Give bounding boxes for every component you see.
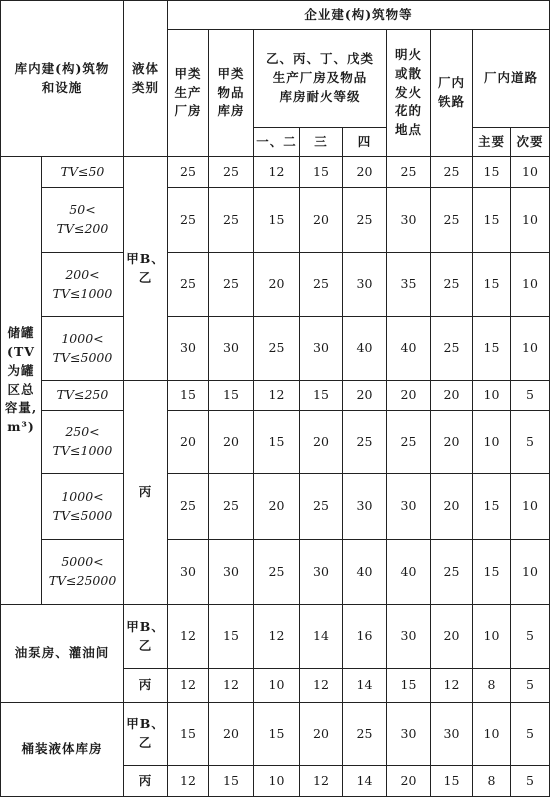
value-cell: 15 xyxy=(254,411,300,474)
capacity-range: 5000< TV≤25000 xyxy=(42,540,124,605)
value-cell: 14 xyxy=(343,766,387,797)
value-cell: 20 xyxy=(387,766,431,797)
barrel-storage-label: 桶装液体库房 xyxy=(1,703,124,797)
road-header: 厂内道路 xyxy=(473,30,550,128)
value-cell: 15 xyxy=(431,766,473,797)
liquid-class-header: 液体 类别 xyxy=(124,1,168,157)
value-cell: 15 xyxy=(473,157,511,188)
table-row xyxy=(1,157,550,188)
value-cell: 25 xyxy=(209,188,254,253)
value-cell: 10 xyxy=(473,605,511,669)
table-row xyxy=(1,703,550,766)
value-cell: 15 xyxy=(473,253,511,317)
fire-rating-header: 乙、丙、丁、戊类 生产厂房及物品 库房耐火等级 xyxy=(254,30,387,128)
capacity-range: 200< TV≤1000 xyxy=(42,253,124,317)
value-cell: 8 xyxy=(473,669,511,703)
liquid-class-cell: 丙 xyxy=(124,669,168,703)
value-cell: 5 xyxy=(511,411,550,474)
value-cell: 8 xyxy=(473,766,511,797)
value-cell: 25 xyxy=(343,188,387,253)
value-cell: 20 xyxy=(254,474,300,540)
table-row xyxy=(1,317,550,381)
capacity-range: TV≤50 xyxy=(42,157,124,188)
tank-group-label: 储罐 (TV 为罐 区总 容量, m³) xyxy=(1,157,42,605)
value-cell: 10 xyxy=(511,157,550,188)
table-row xyxy=(1,474,550,540)
road-main-header: 主要 xyxy=(473,128,511,157)
value-cell: 25 xyxy=(168,253,209,317)
value-cell: 30 xyxy=(209,317,254,381)
enterprise-buildings-header: 企业建(构)筑物等 xyxy=(168,1,550,30)
value-cell: 25 xyxy=(168,474,209,540)
jia-warehouse-header: 甲类 物品 库房 xyxy=(209,30,254,157)
value-cell: 10 xyxy=(511,474,550,540)
value-cell: 20 xyxy=(431,474,473,540)
value-cell: 20 xyxy=(209,411,254,474)
table-row xyxy=(1,411,550,474)
value-cell: 40 xyxy=(343,317,387,381)
jia-plant-header: 甲类 生产 厂房 xyxy=(168,30,209,157)
value-cell: 20 xyxy=(431,411,473,474)
value-cell: 12 xyxy=(209,669,254,703)
value-cell: 25 xyxy=(209,474,254,540)
facility-header: 库内建(构)筑物 和设施 xyxy=(1,1,124,157)
value-cell: 15 xyxy=(254,188,300,253)
value-cell: 25 xyxy=(168,157,209,188)
value-cell: 30 xyxy=(387,605,431,669)
value-cell: 15 xyxy=(168,381,209,411)
capacity-range: 50< TV≤200 xyxy=(42,188,124,253)
table-row xyxy=(1,188,550,253)
value-cell: 20 xyxy=(343,381,387,411)
value-cell: 15 xyxy=(300,381,343,411)
value-cell: 30 xyxy=(209,540,254,605)
value-cell: 15 xyxy=(473,540,511,605)
value-cell: 14 xyxy=(300,605,343,669)
value-cell: 15 xyxy=(168,703,209,766)
liquid-class-cell: 甲B、 乙 xyxy=(124,605,168,669)
value-cell: 30 xyxy=(343,474,387,540)
value-cell: 30 xyxy=(431,703,473,766)
value-cell: 30 xyxy=(168,540,209,605)
table-row xyxy=(1,540,550,605)
value-cell: 25 xyxy=(168,188,209,253)
value-cell: 25 xyxy=(209,157,254,188)
value-cell: 30 xyxy=(168,317,209,381)
value-cell: 25 xyxy=(343,703,387,766)
open-fire-header: 明火 或散 发火 花的 地点 xyxy=(387,30,431,157)
value-cell: 25 xyxy=(431,157,473,188)
value-cell: 15 xyxy=(473,474,511,540)
capacity-range: 250< TV≤1000 xyxy=(42,411,124,474)
value-cell: 15 xyxy=(209,766,254,797)
value-cell: 15 xyxy=(209,605,254,669)
value-cell: 25 xyxy=(254,317,300,381)
liquid-class-cell: 甲B、 乙 xyxy=(124,157,168,381)
value-cell: 20 xyxy=(431,605,473,669)
liquid-class-cell: 丙 xyxy=(124,766,168,797)
value-cell: 40 xyxy=(343,540,387,605)
value-cell: 10 xyxy=(254,766,300,797)
value-cell: 12 xyxy=(254,605,300,669)
table-row xyxy=(1,253,550,317)
value-cell: 25 xyxy=(431,188,473,253)
value-cell: 25 xyxy=(343,411,387,474)
table-row xyxy=(1,381,550,411)
value-cell: 5 xyxy=(511,766,550,797)
value-cell: 25 xyxy=(387,411,431,474)
value-cell: 25 xyxy=(300,474,343,540)
value-cell: 25 xyxy=(254,540,300,605)
table-row xyxy=(1,605,550,669)
value-cell: 20 xyxy=(300,188,343,253)
pump-room-label: 油泵房、灌油间 xyxy=(1,605,124,703)
header-row xyxy=(1,1,550,30)
value-cell: 10 xyxy=(254,669,300,703)
value-cell: 15 xyxy=(254,703,300,766)
road-secondary-header: 次要 xyxy=(511,128,550,157)
liquid-class-cell: 丙 xyxy=(124,381,168,605)
value-cell: 15 xyxy=(387,669,431,703)
value-cell: 16 xyxy=(343,605,387,669)
grade-12-header: 一、二 xyxy=(254,128,300,157)
capacity-range: 1000< TV≤5000 xyxy=(42,317,124,381)
value-cell: 5 xyxy=(511,669,550,703)
value-cell: 12 xyxy=(168,605,209,669)
value-cell: 25 xyxy=(431,317,473,381)
value-cell: 40 xyxy=(387,540,431,605)
value-cell: 20 xyxy=(431,381,473,411)
value-cell: 10 xyxy=(473,411,511,474)
liquid-class-cell: 甲B、 乙 xyxy=(124,703,168,766)
value-cell: 20 xyxy=(387,381,431,411)
value-cell: 12 xyxy=(300,766,343,797)
value-cell: 10 xyxy=(511,253,550,317)
value-cell: 5 xyxy=(511,703,550,766)
value-cell: 30 xyxy=(300,540,343,605)
railway-header: 厂内 铁路 xyxy=(431,30,473,157)
value-cell: 35 xyxy=(387,253,431,317)
value-cell: 30 xyxy=(387,188,431,253)
value-cell: 12 xyxy=(300,669,343,703)
value-cell: 20 xyxy=(209,703,254,766)
value-cell: 15 xyxy=(300,157,343,188)
value-cell: 25 xyxy=(300,253,343,317)
capacity-range: TV≤250 xyxy=(42,381,124,411)
value-cell: 5 xyxy=(511,605,550,669)
value-cell: 15 xyxy=(473,317,511,381)
value-cell: 12 xyxy=(254,157,300,188)
value-cell: 25 xyxy=(209,253,254,317)
value-cell: 15 xyxy=(473,188,511,253)
value-cell: 10 xyxy=(511,540,550,605)
value-cell: 12 xyxy=(254,381,300,411)
value-cell: 20 xyxy=(300,411,343,474)
value-cell: 40 xyxy=(387,317,431,381)
value-cell: 20 xyxy=(168,411,209,474)
grade-3-header: 三 xyxy=(300,128,343,157)
value-cell: 30 xyxy=(387,703,431,766)
value-cell: 10 xyxy=(473,381,511,411)
value-cell: 10 xyxy=(473,703,511,766)
value-cell: 30 xyxy=(387,474,431,540)
value-cell: 30 xyxy=(300,317,343,381)
value-cell: 30 xyxy=(343,253,387,317)
value-cell: 20 xyxy=(343,157,387,188)
capacity-range: 1000< TV≤5000 xyxy=(42,474,124,540)
value-cell: 5 xyxy=(511,381,550,411)
value-cell: 12 xyxy=(168,669,209,703)
value-cell: 25 xyxy=(431,253,473,317)
value-cell: 10 xyxy=(511,317,550,381)
value-cell: 12 xyxy=(168,766,209,797)
value-cell: 15 xyxy=(209,381,254,411)
value-cell: 25 xyxy=(431,540,473,605)
value-cell: 10 xyxy=(511,188,550,253)
value-cell: 20 xyxy=(300,703,343,766)
grade-4-header: 四 xyxy=(343,128,387,157)
value-cell: 20 xyxy=(254,253,300,317)
value-cell: 12 xyxy=(431,669,473,703)
value-cell: 14 xyxy=(343,669,387,703)
value-cell: 25 xyxy=(387,157,431,188)
